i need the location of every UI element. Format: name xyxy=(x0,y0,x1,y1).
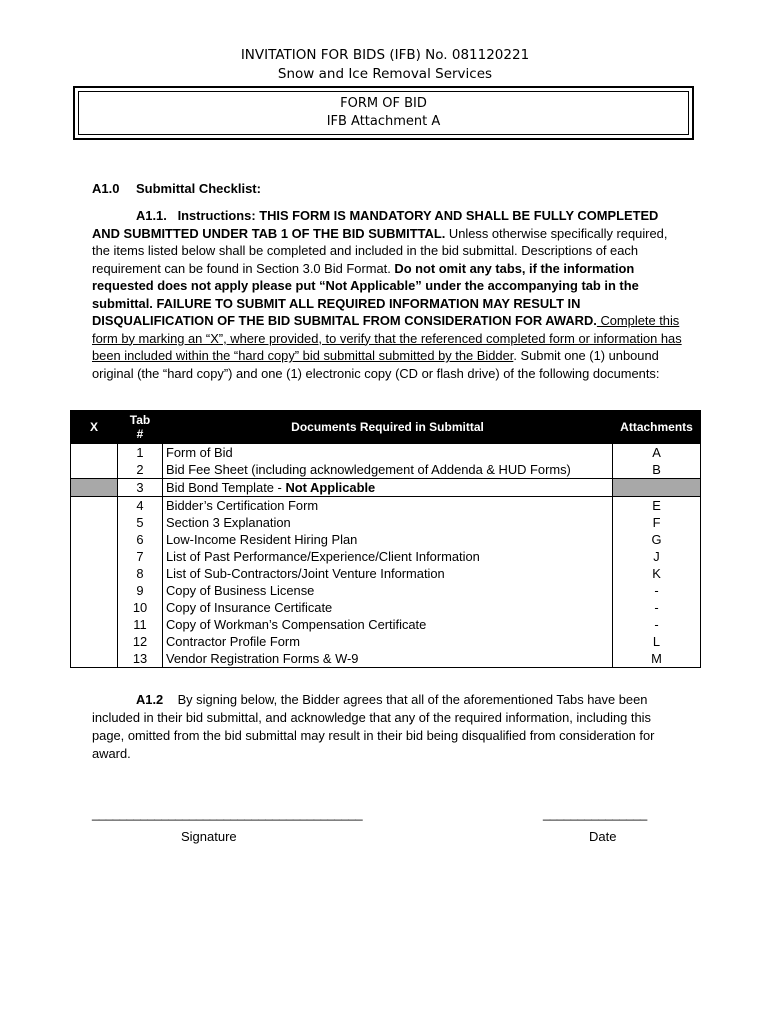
tab-number: 4 xyxy=(118,497,163,515)
x-checkbox-cell xyxy=(71,479,118,497)
instructions-text-1: Unless otherwise specifically required, the items listed below shall be completed and included in the bid submittal. Descriptions of each requirement can be found in Section 3.0 Bid Format. xyxy=(92,225,668,276)
attachment-letter: M xyxy=(613,650,701,668)
document-name: List of Past Performance/Experience/Client Information xyxy=(163,548,613,565)
x-checkbox-cell[interactable] xyxy=(71,531,118,548)
table-header-row xyxy=(71,411,701,444)
x-checkbox-cell[interactable] xyxy=(71,616,118,633)
instructions-number: A1.1. xyxy=(136,208,167,223)
table-row xyxy=(71,582,701,599)
attachment-letter: A xyxy=(613,444,701,462)
attachment-letter: K xyxy=(613,565,701,582)
document-name: Bidder’s Certification Form xyxy=(163,497,613,515)
x-checkbox-cell[interactable] xyxy=(71,565,118,582)
x-checkbox-cell[interactable] xyxy=(71,582,118,599)
ifb-title: INVITATION FOR BIDS (IFB) No. 081120221 xyxy=(240,47,530,63)
agreement-number: A1.2 xyxy=(136,692,164,707)
attachment-letter xyxy=(613,479,701,497)
tab-number: 11 xyxy=(118,616,163,633)
table-row xyxy=(71,650,701,668)
attachment-letter: F xyxy=(613,514,701,531)
header-tab xyxy=(118,411,163,444)
x-checkbox-cell[interactable] xyxy=(71,497,118,515)
document-name: Vendor Registration Forms & W-9 xyxy=(163,650,613,668)
agreement-text: By signing below, the Bidder agrees that all of the aforementioned Tabs have been included in their bid submittal, and acknowledge that any of the required information, including this page, omitted from the bid submittal may result in their bid being disqualified from consideration for award. xyxy=(92,692,655,761)
x-checkbox-cell[interactable] xyxy=(71,548,118,565)
x-checkbox-cell[interactable] xyxy=(71,444,118,462)
tab-number: 6 xyxy=(118,531,163,548)
signature-line[interactable]: _______________________________________ xyxy=(92,806,363,821)
table-row xyxy=(71,599,701,616)
table-row xyxy=(71,444,701,462)
form-of-bid-title: FORM OF BID xyxy=(340,96,427,111)
attachment-letter: - xyxy=(613,599,701,616)
tab-number: 3 xyxy=(118,479,163,497)
tab-number: 7 xyxy=(118,548,163,565)
date-line[interactable]: _______________ xyxy=(543,806,647,821)
document-name: Contractor Profile Form xyxy=(163,633,613,650)
header-attachments: Attachments xyxy=(613,411,701,444)
section-title: Submittal Checklist: xyxy=(136,181,261,196)
document-name: List of Sub-Contractors/Joint Venture Information xyxy=(163,565,613,582)
signature-label: Signature xyxy=(181,829,237,844)
x-checkbox-cell[interactable] xyxy=(71,461,118,479)
attachment-letter: L xyxy=(613,633,701,650)
tab-number: 12 xyxy=(118,633,163,650)
ifb-subtitle: Snow and Ice Removal Services xyxy=(277,66,493,82)
table-row xyxy=(71,479,701,497)
attachment-letter: - xyxy=(613,582,701,599)
x-checkbox-cell[interactable] xyxy=(71,599,118,616)
header-documents: Documents Required in Submittal xyxy=(163,411,613,444)
document-name-text: Bid Bond Template - xyxy=(166,479,286,495)
not-applicable-label: Not Applicable xyxy=(285,479,376,495)
form-of-bid-box-inner xyxy=(78,91,689,135)
document-name: Low-Income Resident Hiring Plan xyxy=(163,531,613,548)
document-name: Form of Bid xyxy=(163,444,613,462)
instructions-paragraph xyxy=(92,207,682,382)
table-row xyxy=(71,461,701,479)
document-name: Bid Fee Sheet (including acknowledgement of Addenda & HUD Forms) xyxy=(163,461,613,479)
tab-number: 9 xyxy=(118,582,163,599)
tab-number: 10 xyxy=(118,599,163,616)
document-name: Copy of Business License xyxy=(163,582,613,599)
instructions-underlined: Complete this form by marking an “X”, where provided, to verify that the referenced completed form or information has been included within the “hard copy” bid submittal submitted by the Bidder xyxy=(92,313,682,363)
document-name: Copy of Workman’s Compensation Certificate xyxy=(163,616,613,633)
x-checkbox-cell[interactable] xyxy=(71,650,118,668)
instructions-bold-1: Instructions: THIS FORM IS MANDATORY AND SHALL BE FULLY COMPLETED AND SUBMITTED UNDER TAB 1 OF THE BID SUBMITTAL. xyxy=(92,208,659,241)
attachment-letter: B xyxy=(613,461,701,479)
table-row xyxy=(71,633,701,650)
table-row xyxy=(71,531,701,548)
tab-number: 1 xyxy=(118,444,163,462)
table-row xyxy=(71,548,701,565)
header-tab-line1: Tab xyxy=(129,413,151,427)
header-tab-line2: # xyxy=(136,427,144,441)
tab-number: 8 xyxy=(118,565,163,582)
tab-number: 13 xyxy=(118,650,163,668)
documents-table xyxy=(70,410,701,668)
document-name: Copy of Insurance Certificate xyxy=(163,599,613,616)
table-row xyxy=(71,514,701,531)
section-heading xyxy=(92,181,261,196)
document-name xyxy=(163,479,613,497)
tab-number: 2 xyxy=(118,461,163,479)
tab-number: 5 xyxy=(118,514,163,531)
attachment-letter: J xyxy=(613,548,701,565)
agreement-paragraph xyxy=(92,691,682,763)
document-name: Section 3 Explanation xyxy=(163,514,613,531)
attachment-letter: G xyxy=(613,531,701,548)
table-row xyxy=(71,497,701,515)
x-checkbox-cell[interactable] xyxy=(71,633,118,650)
instructions-bold-2: Do not omit any tabs, if the information requested does not apply please put “Not Applicable” under the accompanying tab in the submittal. FAILURE TO SUBMIT ALL REQUIRED INFORMATION MAY RESULT IN DISQUALIFICATION OF THE BID SUBMITAL FROM CONSIDERATION FOR AWARD. xyxy=(92,260,639,328)
date-label: Date xyxy=(589,829,617,844)
table-row xyxy=(71,616,701,633)
form-of-bid-box xyxy=(73,86,694,140)
x-checkbox-cell[interactable] xyxy=(71,514,118,531)
header-x: X xyxy=(71,411,118,444)
instructions-text-2: . Submit one (1) unbound original (the “hard copy”) and one (1) electronic copy (CD or flash drive) of the following documents: xyxy=(92,348,660,381)
section-number: A1.0 xyxy=(92,181,120,196)
attachment-letter: - xyxy=(613,616,701,633)
table-row xyxy=(71,565,701,582)
attachment-letter: E xyxy=(613,497,701,515)
attachment-label: IFB Attachment A xyxy=(326,114,441,129)
